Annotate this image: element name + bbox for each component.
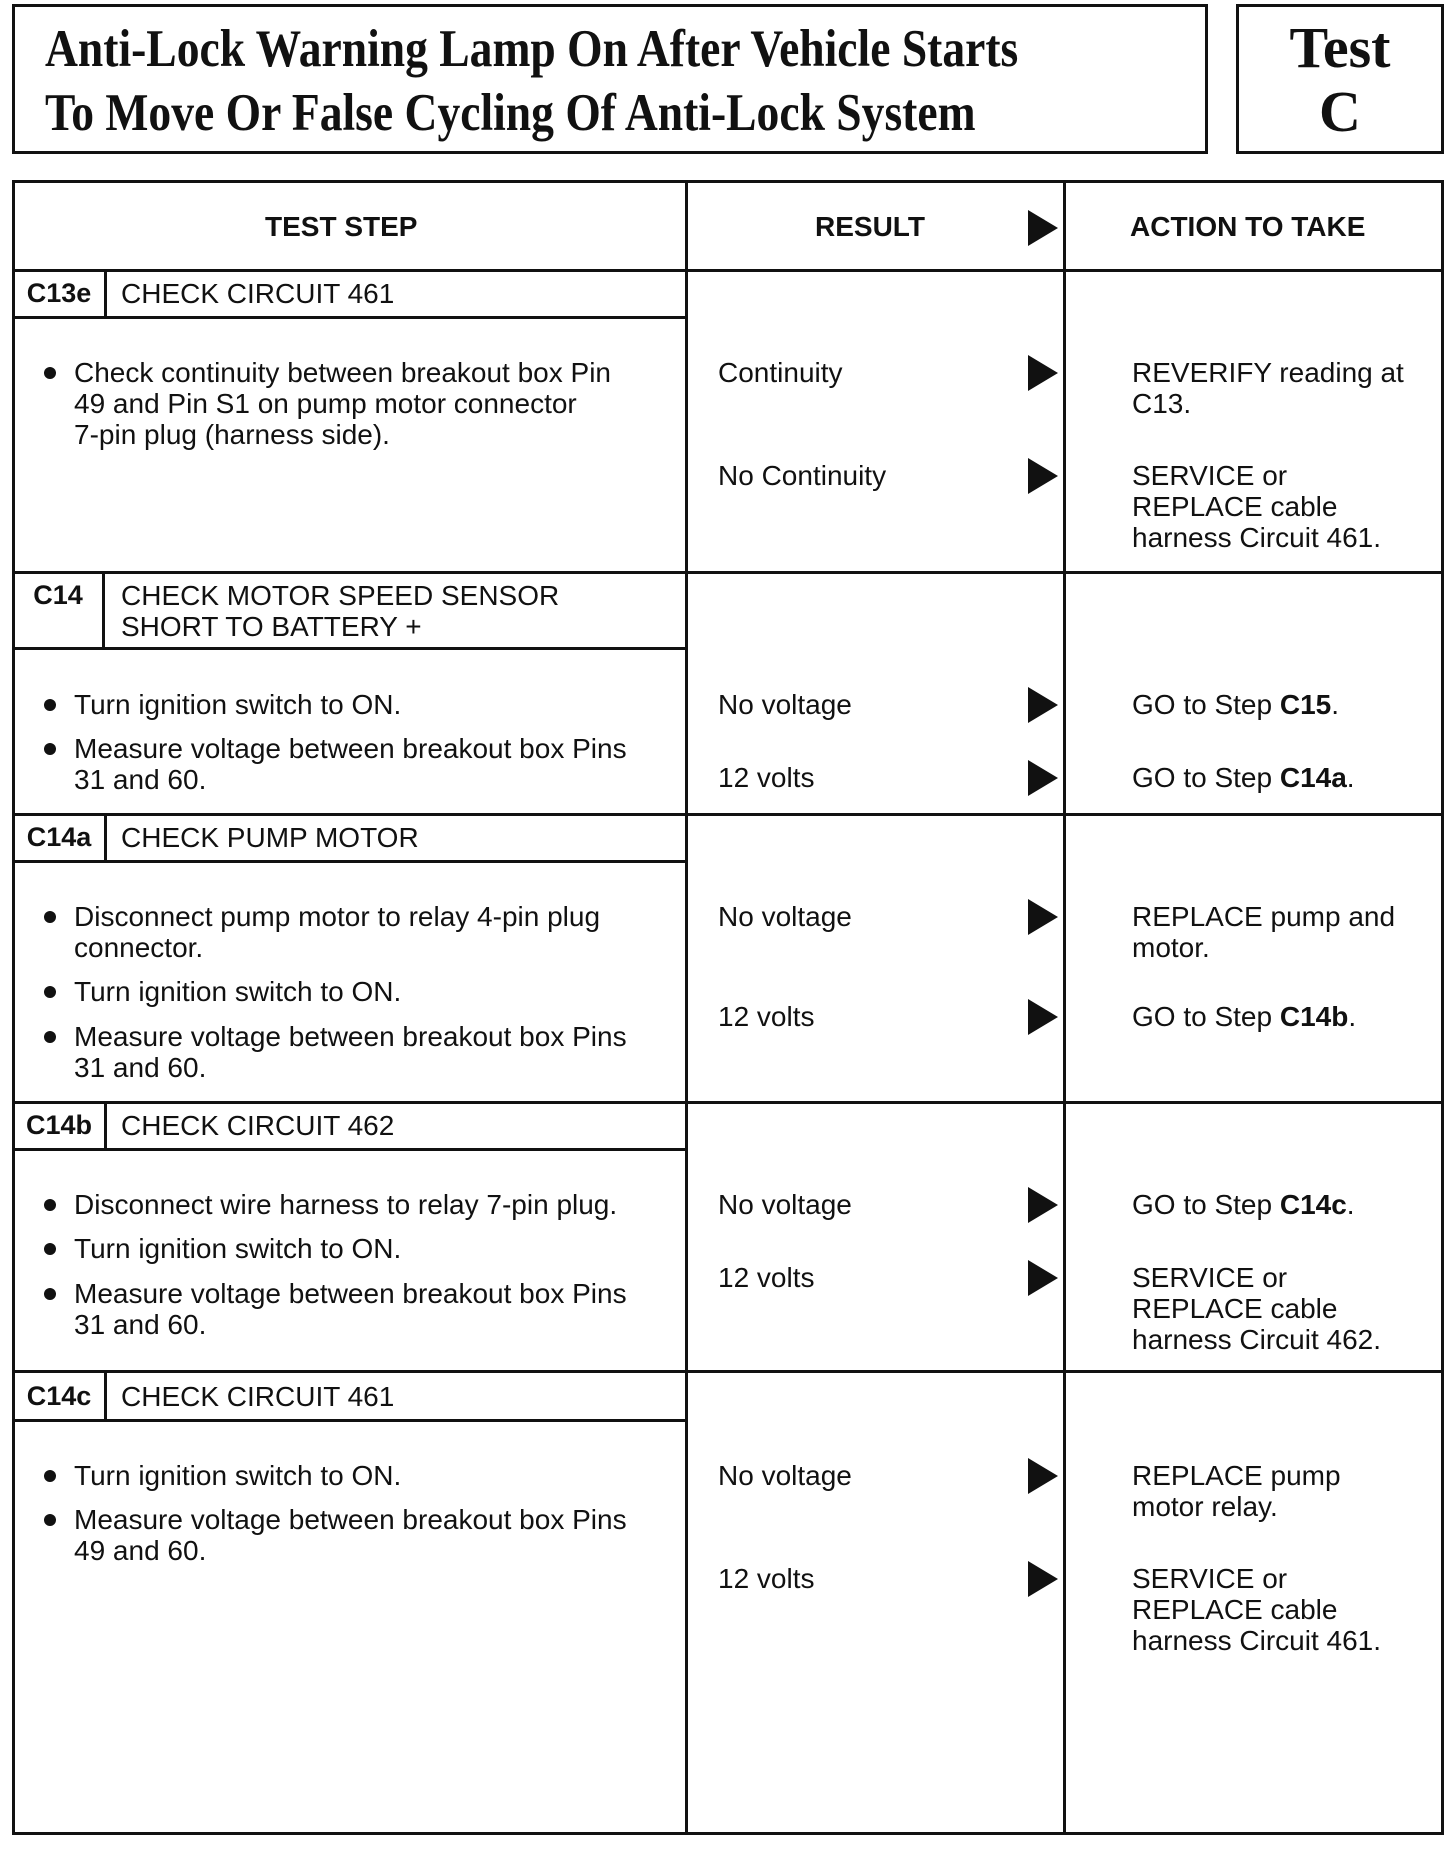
table-border-right (1441, 180, 1444, 1835)
step-label-underline (12, 647, 686, 650)
step-reference: C14b (1279, 1001, 1349, 1032)
action-text: GO to Step C14a. (1132, 762, 1355, 793)
step-code: C14a (26, 822, 92, 852)
arrow-right-icon (1028, 1458, 1058, 1494)
result-label: No voltage (718, 901, 852, 932)
test-label: Test (1289, 15, 1391, 80)
step-instruction: Turn ignition switch to ON. (44, 976, 674, 1007)
result-label: 12 volts (718, 762, 815, 793)
step-code: C14 (33, 580, 83, 610)
arrow-right-icon (1028, 760, 1058, 796)
header-divider (12, 269, 1444, 272)
title-box (12, 4, 1208, 154)
step-reference: C14c (1279, 1189, 1347, 1220)
step-instruction: Disconnect wire harness to relay 7-pin plug. (44, 1189, 674, 1220)
action-text: SERVICE or REPLACE cable harness Circuit 462. (1132, 1262, 1382, 1355)
step-title: CHECK PUMP MOTOR (121, 822, 419, 853)
result-label: No voltage (718, 1189, 852, 1220)
step-instruction: Measure voltage between breakout box Pins 31 and 60. (44, 1278, 674, 1340)
step-code-divider (102, 572, 105, 649)
step-instruction: Check continuity between breakout box Pin 49 and Pin S1 on pump motor connector 7-pin plug (harness side). (44, 357, 674, 450)
step-label-underline (12, 316, 686, 319)
step-instruction: Turn ignition switch to ON. (44, 1233, 674, 1264)
result-label: No voltage (718, 689, 852, 720)
arrow-right-icon (1028, 999, 1058, 1035)
row-divider (12, 1101, 1444, 1104)
step-code: C14b (25, 1110, 93, 1140)
action-text: REVERIFY reading at C13. (1132, 357, 1404, 419)
step-code: C13e (26, 278, 92, 308)
step-title: CHECK CIRCUIT 462 (121, 1110, 395, 1141)
row-divider (12, 813, 1444, 816)
table-border-left (12, 180, 15, 1835)
result-label: Continuity (718, 357, 843, 388)
step-label-underline (12, 1148, 686, 1151)
step-code-divider (104, 814, 107, 862)
step-instruction: Turn ignition switch to ON. (44, 689, 674, 720)
arrow-right-icon (1028, 458, 1058, 494)
step-code: C14c (26, 1381, 92, 1411)
result-label: No voltage (718, 1460, 852, 1491)
column-header-action: ACTION TO TAKE (1130, 211, 1366, 242)
column-header-test-step: TEST STEP (265, 211, 418, 242)
step-reference: C14a (1279, 762, 1347, 793)
result-label: 12 volts (718, 1001, 815, 1032)
column-header-result: RESULT (815, 211, 925, 242)
result-label: No Continuity (718, 460, 887, 491)
step-instruction: Measure voltage between breakout box Pins 31 and 60. (44, 733, 674, 795)
arrow-right-icon (1028, 1187, 1058, 1223)
step-instruction: Disconnect pump motor to relay 4-pin plug connector. (44, 901, 674, 963)
result-label: 12 volts (718, 1262, 815, 1293)
step-reference: C15 (1279, 689, 1332, 720)
row-divider (12, 1370, 1444, 1373)
step-title: CHECK MOTOR SPEED SENSOR SHORT TO BATTERY + (121, 580, 560, 642)
step-instruction: Turn ignition switch to ON. (44, 1460, 674, 1491)
step-instruction: Measure voltage between breakout box Pins 49 and 60. (44, 1504, 674, 1566)
test-letter: C (1319, 79, 1361, 144)
test-id-box (1236, 4, 1444, 154)
action-text: SERVICE or REPLACE cable harness Circuit 461. (1132, 460, 1382, 553)
step-code-divider (104, 1371, 107, 1421)
step-code-divider (104, 270, 107, 318)
arrow-right-icon (1028, 210, 1058, 246)
row-divider (12, 571, 1444, 574)
step-title: CHECK CIRCUIT 461 (121, 1381, 395, 1412)
result-label: 12 volts (718, 1563, 815, 1594)
step-title: CHECK CIRCUIT 461 (121, 278, 395, 309)
action-text: GO to Step C15. (1132, 689, 1340, 720)
action-text: GO to Step C14c. (1132, 1189, 1355, 1220)
action-text: REPLACE pump motor relay. (1132, 1460, 1341, 1522)
arrow-right-icon (1028, 687, 1058, 723)
arrow-right-icon (1028, 1561, 1058, 1597)
arrow-right-icon (1028, 355, 1058, 391)
column-divider-action (1063, 180, 1066, 1835)
page-title-line-1: Anti-Lock Warning Lamp On After Vehicle Starts (45, 20, 1019, 78)
action-text: REPLACE pump and motor. (1132, 901, 1396, 963)
column-divider-result (685, 180, 688, 1835)
arrow-right-icon (1028, 1260, 1058, 1296)
table-border-bottom (12, 1832, 1444, 1835)
arrow-right-icon (1028, 899, 1058, 935)
action-text: GO to Step C14b. (1132, 1001, 1357, 1032)
page-title-line-2: To Move Or False Cycling Of Anti-Lock System (45, 84, 976, 142)
action-text: SERVICE or REPLACE cable harness Circuit 461. (1132, 1563, 1382, 1656)
step-instruction: Measure voltage between breakout box Pins 31 and 60. (44, 1021, 674, 1083)
step-code-divider (104, 1102, 107, 1150)
step-label-underline (12, 1419, 686, 1422)
table-border-top (12, 180, 1444, 183)
step-label-underline (12, 860, 686, 863)
